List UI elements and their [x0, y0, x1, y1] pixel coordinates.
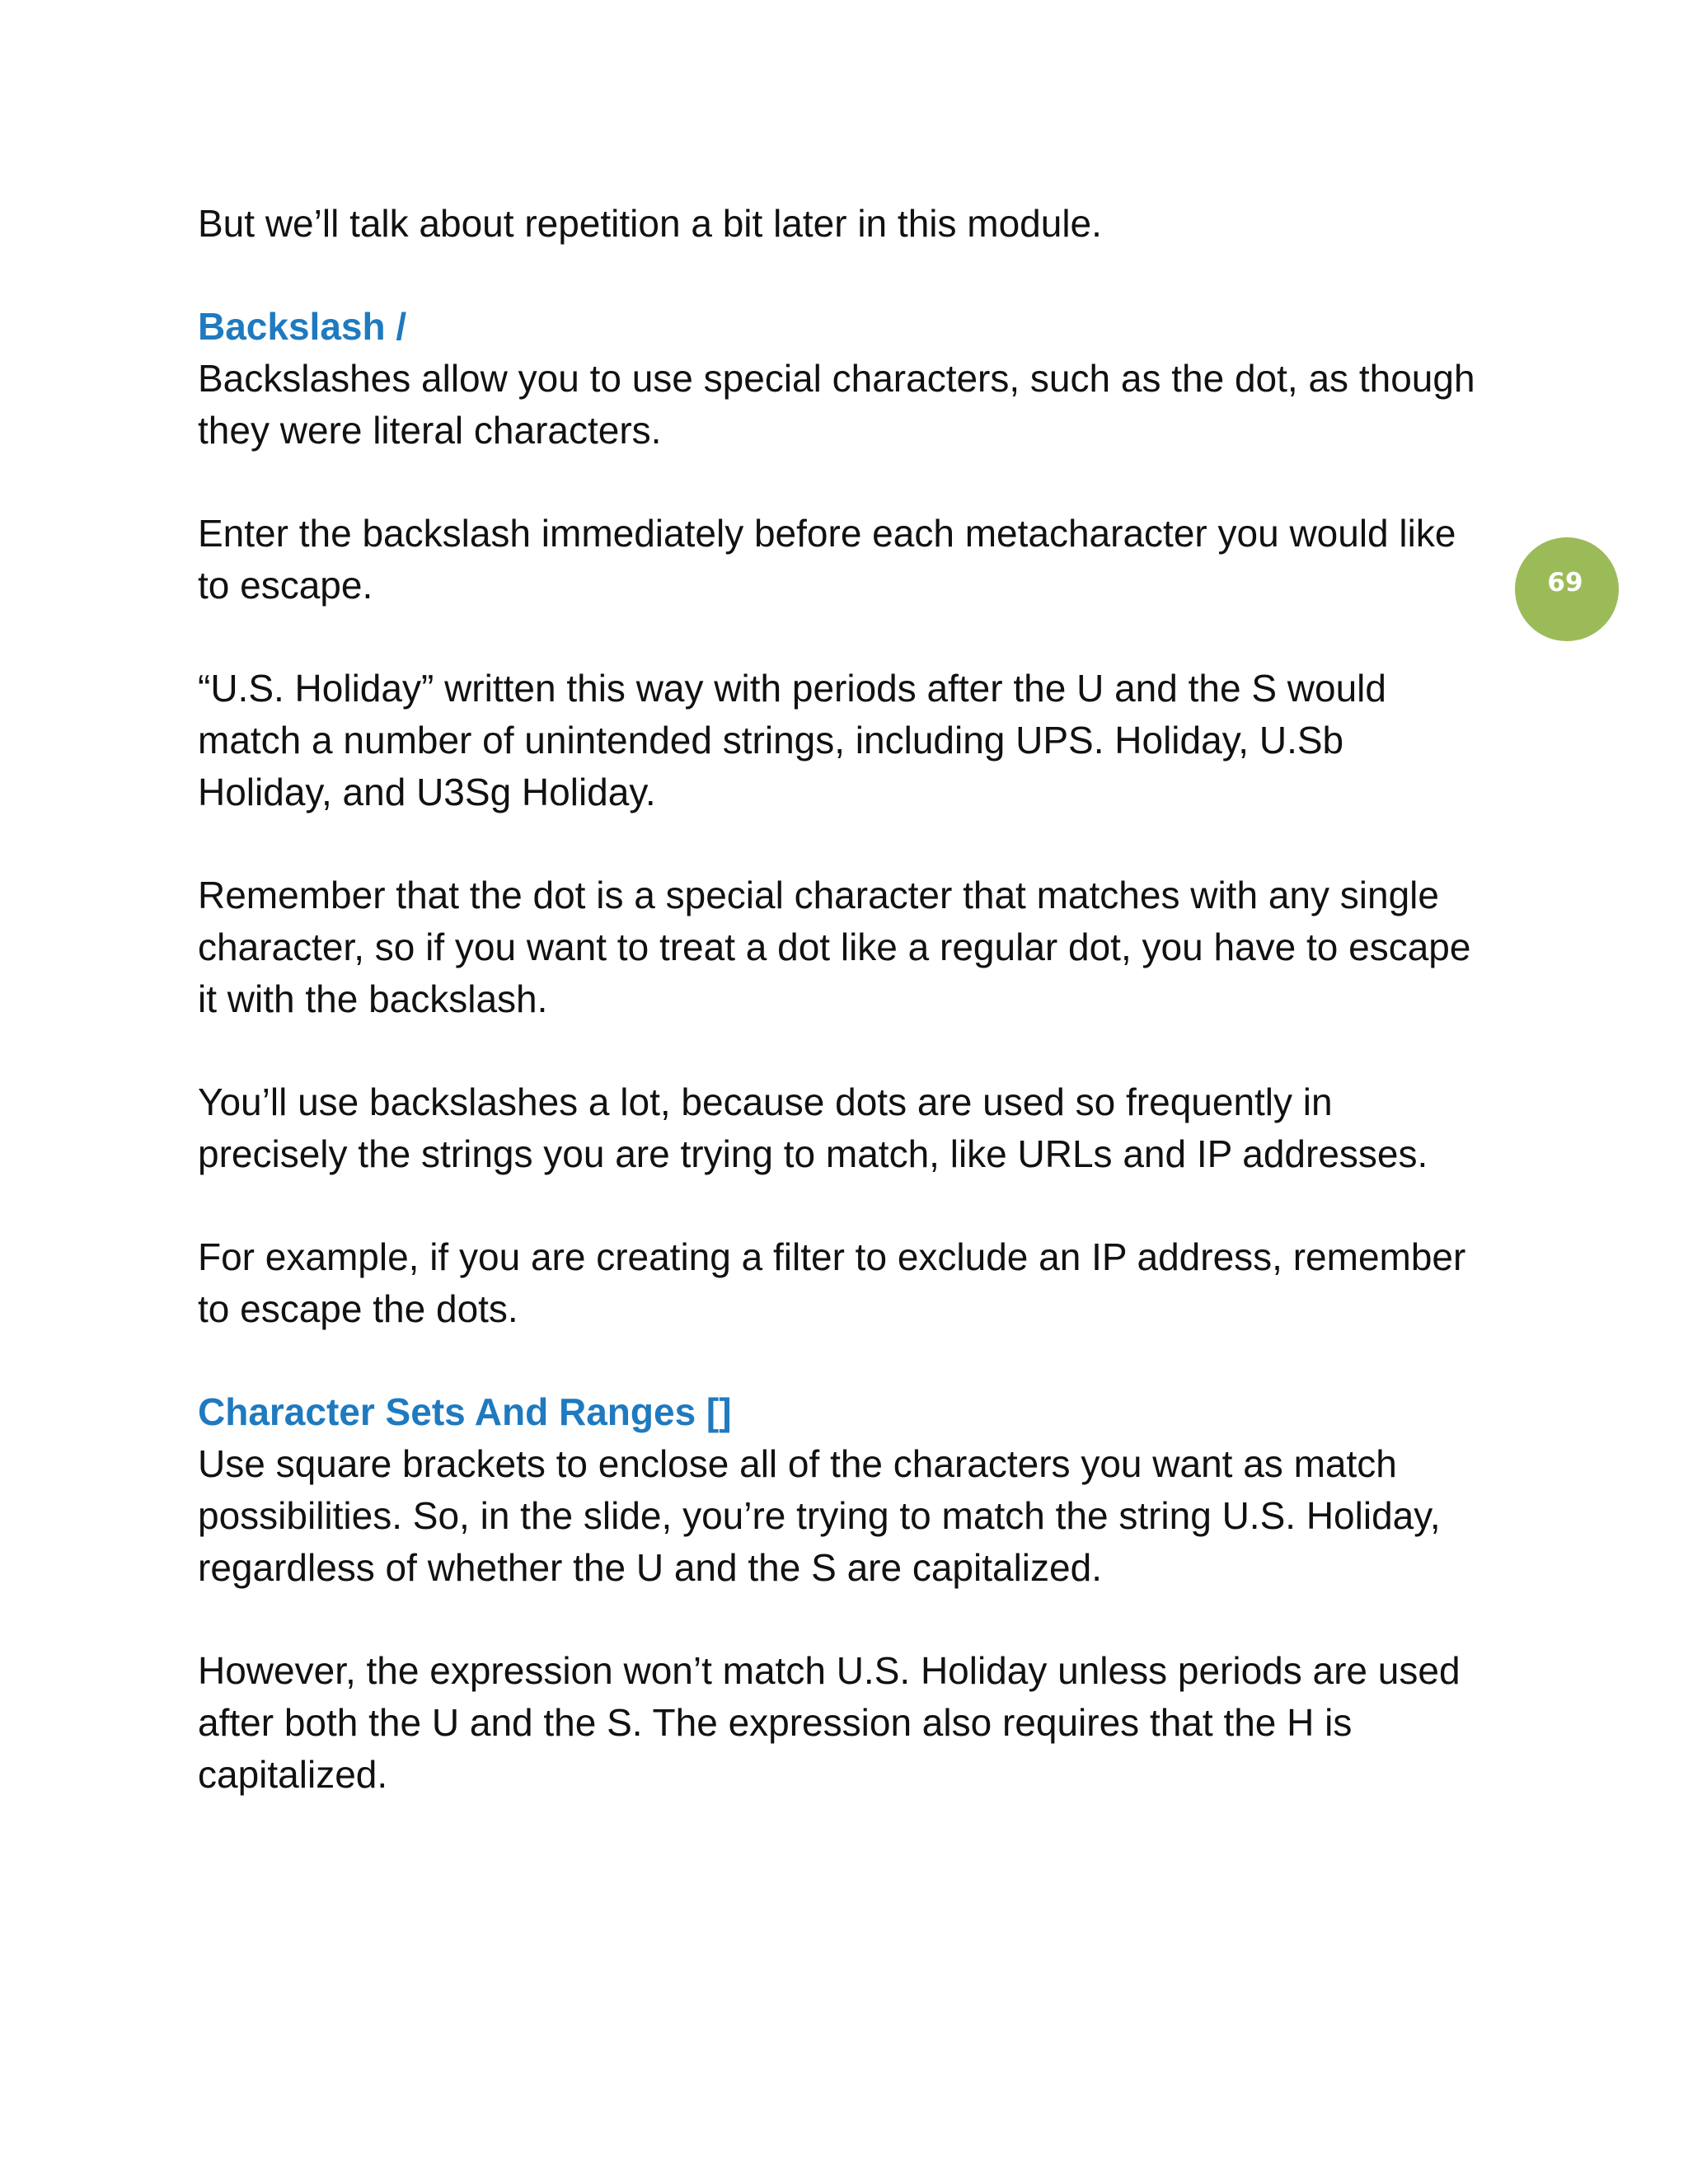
spacer — [198, 818, 1484, 869]
intro-paragraph: But we’ll talk about repetition a bit later in this module. — [198, 202, 1102, 245]
backslash-paragraph-2: Enter the backslash immediately before each metacharacter you would like to escape. — [198, 512, 1456, 607]
section-heading-character-sets: Character Sets And Ranges [] — [198, 1390, 732, 1433]
section-heading-backslash: Backslash / — [198, 305, 407, 348]
spacer — [198, 1335, 1484, 1386]
character-sets-paragraph-2: However, the expression won’t match U.S. Holiday unless periods are used after both the U and the S. The expression also requires that the H is capitalized. — [198, 1649, 1461, 1796]
character-sets-paragraph-1: Use square brackets to enclose all of the characters you want as match possibilities. So, in the slide, you’re trying to match the string U.S. Holiday, regardless of whether the U and the S are capitalized. — [198, 1442, 1441, 1589]
page-number: 69 — [1547, 568, 1583, 598]
backslash-paragraph-4: Remember that the dot is a special character that matches with any single character, so if you want to treat a dot like a regular dot, you have to escape it with the backslash. — [198, 874, 1471, 1020]
spacer — [198, 1180, 1484, 1231]
spacer — [198, 1594, 1484, 1645]
backslash-paragraph-3: “U.S. Holiday” written this way with periods after the U and the S would match a number of unintended strings, including UPS. Holiday, U.Sb Holiday, and U3Sg Holiday. — [198, 667, 1386, 813]
spacer — [198, 250, 1484, 301]
spacer — [198, 457, 1484, 508]
backslash-paragraph-1: Backslashes allow you to use special characters, such as the dot, as though they were literal characters. — [198, 357, 1475, 452]
spacer — [198, 612, 1484, 663]
backslash-paragraph-6: For example, if you are creating a filter to exclude an IP address, remember to escape the dots. — [198, 1235, 1466, 1330]
document-page — [198, 198, 1484, 1801]
spacer — [198, 1025, 1484, 1076]
page-number-badge — [1515, 537, 1619, 641]
backslash-paragraph-5: You’ll use backslashes a lot, because dots are used so frequently in precisely the strings you are trying to match, like URLs and IP addresses. — [198, 1080, 1428, 1175]
